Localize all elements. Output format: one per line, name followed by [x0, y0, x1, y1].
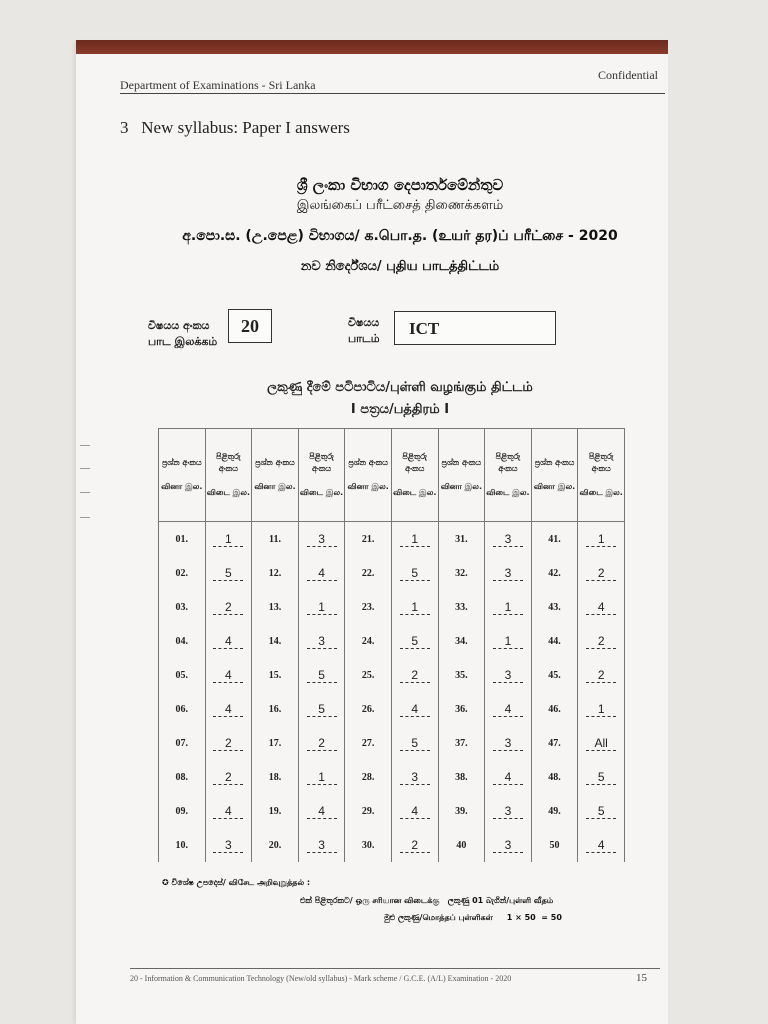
- question-number: 35.: [438, 658, 485, 692]
- answer-value: 4: [586, 838, 616, 853]
- answer-cell: [578, 590, 625, 624]
- answer-value: 4: [493, 702, 523, 717]
- answer-table: [158, 428, 625, 862]
- title-tamil: இலங்கைப் பரீட்சைத் திணைக்களம்: [296, 198, 504, 213]
- answer-value: 4: [213, 634, 243, 649]
- question-number: 32.: [438, 556, 485, 590]
- answer-cell: [485, 522, 532, 557]
- question-number: 26.: [345, 692, 392, 726]
- question-number: 34.: [438, 624, 485, 658]
- answer-value: 5: [586, 804, 616, 819]
- header-answer-no: පිළිතුරු අංකය விடை இல.: [205, 429, 252, 522]
- question-number: 27.: [345, 726, 392, 760]
- exam-title: අ.පො.ස. (උ.පෙළ) විභාගය/ க.பொ.த. (உயர் தர)ப் பரீட்சை - 2020: [182, 228, 618, 244]
- answer-value: 4: [493, 770, 523, 785]
- answer-cell: [205, 692, 252, 726]
- answer-value: 2: [586, 566, 616, 581]
- table-row: [159, 590, 625, 624]
- question-number: 09.: [159, 794, 206, 828]
- subject-name-label-ta: பாடம்: [348, 332, 380, 345]
- answer-value: 5: [400, 634, 430, 649]
- answer-value: 5: [586, 770, 616, 785]
- answer-value: 3: [493, 804, 523, 819]
- answer-cell: [391, 522, 438, 557]
- table-row: [159, 726, 625, 760]
- answer-value: 4: [307, 804, 337, 819]
- answer-value: 1: [400, 600, 430, 615]
- answer-value: 3: [493, 838, 523, 853]
- header-answer-no: පිළිතුරු අංකය விடை இல.: [578, 429, 625, 522]
- answer-value: 1: [213, 532, 243, 547]
- answer-cell: [578, 624, 625, 658]
- question-number: 46.: [531, 692, 578, 726]
- question-number: 14.: [252, 624, 299, 658]
- answer-value: 3: [400, 770, 430, 785]
- answer-value: 3: [307, 532, 337, 547]
- question-number: 08.: [159, 760, 206, 794]
- question-number: 33.: [438, 590, 485, 624]
- section-title: 3 New syllabus: Paper I answers: [120, 118, 350, 137]
- marks-per-answer: එක් පිළිතුරකට/ ஒரு சரியான விடைக்கு ලකුණු 01 බැගින්/புள்ளி வீதம்: [300, 896, 554, 905]
- answer-value: 4: [400, 702, 430, 717]
- answer-value: 1: [493, 600, 523, 615]
- answer-cell: [298, 692, 345, 726]
- answer-value: 3: [493, 566, 523, 581]
- answer-value: 4: [586, 600, 616, 615]
- answer-value: 3: [307, 838, 337, 853]
- answer-cell: [391, 692, 438, 726]
- question-number: 47.: [531, 726, 578, 760]
- table-row: [159, 828, 625, 862]
- title-sinhala: ශ්‍රී ලංකා විභාග දෙපාර්තමේන්තුව: [296, 176, 504, 194]
- answer-cell: [391, 760, 438, 794]
- confidential-label: Confidential: [598, 68, 658, 82]
- answer-cell: [485, 828, 532, 862]
- answer-value: 5: [400, 736, 430, 751]
- answer-cell: [205, 590, 252, 624]
- answer-value: 5: [307, 702, 337, 717]
- question-number: 40: [438, 828, 485, 862]
- answer-cell: [578, 828, 625, 862]
- answer-cell: [391, 658, 438, 692]
- question-number: 21.: [345, 522, 392, 557]
- answer-cell: [298, 624, 345, 658]
- answer-cell: [578, 692, 625, 726]
- answer-cell: [205, 624, 252, 658]
- header-question-no: ප්‍රශ්න අංකය வினா இல.: [345, 429, 392, 522]
- question-number: 16.: [252, 692, 299, 726]
- department-header: Department of Examinations - Sri Lanka: [120, 78, 316, 92]
- margin-mark: [80, 492, 90, 493]
- total-marks: මුළු ලකුණු/மொத்தப் புள்ளிகள் 1 × 50 = 50: [384, 913, 562, 922]
- subject-code-label-si: විෂයය අංකය: [148, 319, 210, 332]
- paper-number: I පත්‍රය/பத்திரம் I: [350, 402, 450, 417]
- answer-value: 2: [586, 668, 616, 683]
- answer-value: 2: [213, 600, 243, 615]
- answer-cell: [485, 692, 532, 726]
- question-number: 23.: [345, 590, 392, 624]
- question-number: 05.: [159, 658, 206, 692]
- answer-value: 1: [493, 634, 523, 649]
- answer-value: 5: [400, 566, 430, 581]
- answer-value: 1: [586, 532, 616, 547]
- question-number: 37.: [438, 726, 485, 760]
- answer-value: 2: [213, 736, 243, 751]
- question-number: 38.: [438, 760, 485, 794]
- answer-value: 4: [400, 804, 430, 819]
- table-row: [159, 658, 625, 692]
- answer-cell: [578, 760, 625, 794]
- header-question-no: ප්‍රශ්න අංකය வினா இல.: [438, 429, 485, 522]
- question-number: 12.: [252, 556, 299, 590]
- page-number: 15: [636, 972, 647, 984]
- question-number: 48.: [531, 760, 578, 794]
- question-number: 06.: [159, 692, 206, 726]
- question-number: 20.: [252, 828, 299, 862]
- header-rule: [120, 93, 665, 94]
- answer-cell: [298, 590, 345, 624]
- margin-mark: [80, 468, 90, 469]
- answer-value: 4: [213, 702, 243, 717]
- question-number: 19.: [252, 794, 299, 828]
- question-number: 11.: [252, 522, 299, 557]
- question-number: 49.: [531, 794, 578, 828]
- header-answer-no: පිළිතුරු අංකය விடை இல.: [485, 429, 532, 522]
- question-number: 04.: [159, 624, 206, 658]
- answer-cell: [391, 590, 438, 624]
- table-row: [159, 794, 625, 828]
- question-number: 42.: [531, 556, 578, 590]
- answer-value: 3: [493, 736, 523, 751]
- answer-cell: [578, 794, 625, 828]
- answer-table-header: [159, 429, 625, 522]
- question-number: 10.: [159, 828, 206, 862]
- answer-value: 1: [307, 600, 337, 615]
- answer-cell: [391, 828, 438, 862]
- answer-cell: [298, 828, 345, 862]
- answer-cell: [391, 556, 438, 590]
- subject-name-label: [348, 315, 380, 347]
- marking-scheme-title: ලකුණු දීමේ පටිපාටිය/புள்ளி வழங்கும் திட்டம்: [267, 380, 533, 395]
- question-number: 28.: [345, 760, 392, 794]
- subject-name-label-si: විෂයය: [348, 316, 380, 329]
- table-row: [159, 556, 625, 590]
- subject-code-box: 20: [228, 309, 272, 343]
- answer-cell: [485, 658, 532, 692]
- header-answer-no: පිළිතුරු අංකය விடை இல.: [391, 429, 438, 522]
- answer-cell: [205, 726, 252, 760]
- answer-value: 3: [493, 668, 523, 683]
- answer-cell: [578, 658, 625, 692]
- answer-value: 4: [213, 668, 243, 683]
- subject-code-label-ta: பாட இலக்கம்: [148, 335, 218, 348]
- header-answer-no: පිළිතුරු අංකය விடை இல.: [298, 429, 345, 522]
- table-row: [159, 760, 625, 794]
- question-number: 36.: [438, 692, 485, 726]
- answer-cell: [485, 624, 532, 658]
- answer-cell: [298, 556, 345, 590]
- answer-value: 5: [307, 668, 337, 683]
- answer-cell: [298, 760, 345, 794]
- question-number: 50: [531, 828, 578, 862]
- header-question-no: ප්‍රශ්න අංකය வினா இல.: [252, 429, 299, 522]
- question-number: 25.: [345, 658, 392, 692]
- question-number: 01.: [159, 522, 206, 557]
- question-number: 43.: [531, 590, 578, 624]
- answer-value: 2: [400, 668, 430, 683]
- answer-cell: [578, 522, 625, 557]
- question-number: 24.: [345, 624, 392, 658]
- special-instructions: ✪ විශේෂ උපදෙස්/ விசேட அறிவுறுத்தல் :: [162, 878, 311, 887]
- question-number: 44.: [531, 624, 578, 658]
- answer-cell: [485, 794, 532, 828]
- answer-cell: [298, 658, 345, 692]
- question-number: 29.: [345, 794, 392, 828]
- answer-cell: [391, 726, 438, 760]
- answer-value: 2: [213, 770, 243, 785]
- table-row: [159, 624, 625, 658]
- question-number: 22.: [345, 556, 392, 590]
- question-number: 30.: [345, 828, 392, 862]
- question-number: 31.: [438, 522, 485, 557]
- answer-value: 3: [213, 838, 243, 853]
- question-number: 15.: [252, 658, 299, 692]
- answer-value: 1: [586, 702, 616, 717]
- answer-cell: [391, 624, 438, 658]
- answer-cell: [205, 794, 252, 828]
- answer-cell: [205, 760, 252, 794]
- question-number: 17.: [252, 726, 299, 760]
- header-question-no: ප්‍රශ්න අංකය வினா இல.: [531, 429, 578, 522]
- answer-value: 1: [400, 532, 430, 547]
- question-number: 41.: [531, 522, 578, 557]
- answer-cell: [485, 760, 532, 794]
- answer-cell: [391, 794, 438, 828]
- question-number: 18.: [252, 760, 299, 794]
- question-number: 07.: [159, 726, 206, 760]
- table-row: [159, 522, 625, 557]
- footer-text: 20 - Information & Communication Technology (New/old syllabus) - Mark scheme / G.C.E. (A/L) Examination - 2020: [130, 974, 512, 983]
- answer-value: 3: [307, 634, 337, 649]
- footer-rule: [130, 968, 660, 969]
- question-number: 13.: [252, 590, 299, 624]
- answer-value: 3: [493, 532, 523, 547]
- answer-cell: [298, 726, 345, 760]
- margin-mark: [80, 445, 90, 446]
- subject-code-label: [148, 318, 217, 350]
- answer-cell: [578, 726, 625, 760]
- syllabus-title: නව නිර්දේශය/ புதிய பாடத்திட்டம்: [300, 259, 500, 274]
- answer-value: 2: [400, 838, 430, 853]
- answer-cell: [205, 556, 252, 590]
- question-number: 45.: [531, 658, 578, 692]
- answer-cell: [485, 556, 532, 590]
- answer-value: All: [586, 736, 616, 751]
- table-row: [159, 692, 625, 726]
- answer-value: 5: [213, 566, 243, 581]
- answer-value: 2: [586, 634, 616, 649]
- subject-name-box: ICT: [394, 311, 556, 345]
- answer-cell: [205, 522, 252, 557]
- question-number: 02.: [159, 556, 206, 590]
- answer-cell: [298, 522, 345, 557]
- answer-value: 4: [213, 804, 243, 819]
- answer-cell: [205, 658, 252, 692]
- answer-cell: [485, 590, 532, 624]
- margin-mark: [80, 517, 90, 518]
- scan-top-edge: [76, 40, 668, 54]
- answer-cell: [298, 794, 345, 828]
- answer-cell: [485, 726, 532, 760]
- header-question-no: ප්‍රශ්න අංකය வினா இல.: [159, 429, 206, 522]
- question-number: 03.: [159, 590, 206, 624]
- answer-cell: [578, 556, 625, 590]
- answer-cell: [205, 828, 252, 862]
- answer-value: 2: [307, 736, 337, 751]
- answer-value: 1: [307, 770, 337, 785]
- question-number: 39.: [438, 794, 485, 828]
- answer-value: 4: [307, 566, 337, 581]
